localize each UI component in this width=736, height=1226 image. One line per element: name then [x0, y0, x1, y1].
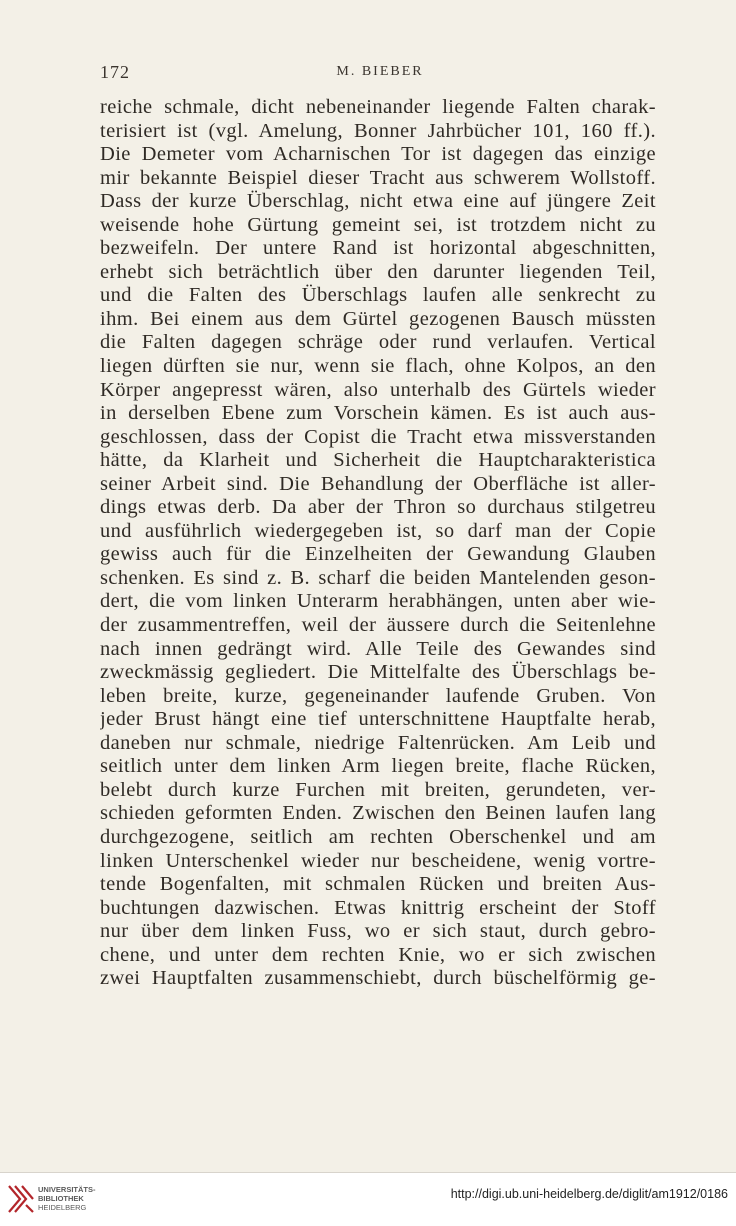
- text-line: tende Bogenfalten, mit schmalen Rücken und breiten Aus-: [100, 873, 656, 896]
- text-line: schenken. Es sind z. B. scharf die beiden Mantelenden geson-: [100, 566, 656, 589]
- permalink-url[interactable]: http://digi.ub.uni-heidelberg.de/diglit/am1912/0186: [450, 1187, 728, 1201]
- page-number: 172: [100, 62, 130, 82]
- text-line: durchgezogene, seitlich am rechten Oberschenkel und am: [100, 825, 656, 848]
- text-line: buchtungen dazwischen. Etwas knittrig erscheint der Stoff: [100, 896, 656, 919]
- text-line: zwei Hauptfalten zusammenschiebt, durch büschelförmig ge-: [100, 967, 656, 990]
- text-line: linken Unterschenkel wieder nur bescheidene, wenig vortre-: [100, 849, 656, 872]
- page-header: [100, 62, 660, 86]
- library-logo-icon: [6, 1183, 36, 1215]
- body-text: [100, 96, 656, 991]
- text-line: die Falten dagegen schräge oder rund verlaufen. Vertical: [100, 331, 656, 354]
- text-line: Körper angepresst wären, also unterhalb des Gürtels wieder: [100, 378, 656, 401]
- running-head: M. BIEBER: [336, 64, 424, 79]
- library-logo-text: [38, 1185, 108, 1212]
- text-line: bezweifeln. Der untere Rand ist horizontal abgeschnitten,: [100, 237, 656, 260]
- text-line: liegen dürften sie nur, wenn sie flach, ohne Kolpos, an den: [100, 355, 656, 378]
- text-line: leben breite, kurze, gegeneinander laufende Gruben. Von: [100, 684, 656, 707]
- logo-line-3: HEIDELBERG: [38, 1203, 87, 1212]
- text-line: der zusammentreffen, weil der äussere durch die Seitenlehne: [100, 614, 656, 637]
- text-line: und die Falten des Überschlags laufen alle senkrecht zu: [100, 284, 656, 307]
- text-line: weisende hohe Gürtung gemeint sei, ist trotzdem nicht zu: [100, 213, 656, 236]
- text-line: dert, die vom linken Unterarm herabhängen, unten aber wie-: [100, 590, 656, 613]
- text-line: ihm. Bei einem aus dem Gürtel gezogenen Bausch müssten: [100, 307, 656, 330]
- text-line: mir bekannte Beispiel dieser Tracht aus schwerem Wollstoff.: [100, 166, 656, 189]
- text-line: dings etwas derb. Da aber der Thron so durchaus stilgetreu: [100, 496, 656, 519]
- text-line: nach innen gedrängt wird. Alle Teile des Gewandes sind: [100, 637, 656, 660]
- text-line: nur über dem linken Fuss, wo er sich staut, durch gebro-: [100, 920, 656, 943]
- text-line: seiner Arbeit sind. Die Behandlung der Oberfläche ist aller-: [100, 472, 656, 495]
- text-line: seitlich unter dem linken Arm liegen breite, flache Rücken,: [100, 755, 656, 778]
- text-line: und ausführlich wiedergegeben ist, so darf man der Copie: [100, 519, 656, 542]
- text-line: gewiss auch für die Einzelheiten der Gewandung Glauben: [100, 543, 656, 566]
- text-line: zweckmässig gegliedert. Die Mittelfalte des Überschlags be-: [100, 661, 656, 684]
- text-line: erhebt sich beträchtlich über den darunter liegenden Teil,: [100, 260, 656, 283]
- library-logo[interactable]: [6, 1181, 106, 1217]
- text-line: reiche schmale, dicht nebeneinander liegende Falten charak-: [100, 96, 656, 118]
- text-line: belebt durch kurze Furchen mit breiten, gerundeten, ver-: [100, 778, 656, 801]
- text-line: chene, und unter dem rechten Knie, wo er sich zwischen: [100, 943, 656, 966]
- text-line: daneben nur schmale, niedrige Faltenrücken. Am Leib und: [100, 731, 656, 754]
- logo-line-2: BIBLIOTHEK: [38, 1194, 84, 1203]
- text-line: geschlossen, dass der Copist die Tracht etwa missverstanden: [100, 425, 656, 448]
- text-line: terisiert ist (vgl. Amelung, Bonner Jahrbücher 101, 160 ff.).: [100, 119, 656, 142]
- text-line: jeder Brust hängt eine tief unterschnittene Hauptfalte herab,: [100, 708, 656, 731]
- viewer-footer: [0, 1172, 736, 1226]
- text-line: in derselben Ebene zum Vorschein kämen. Es ist auch aus-: [100, 402, 656, 425]
- text-line: Die Demeter vom Acharnischen Tor ist dagegen das einzige: [100, 143, 656, 166]
- text-line: hätte, da Klarheit und Sicherheit die Hauptcharakteristica: [100, 449, 656, 472]
- logo-line-1: UNIVERSITÄTS-: [38, 1185, 96, 1194]
- text-line: schieden geformten Enden. Zwischen den Beinen laufen lang: [100, 802, 656, 825]
- text-line: Dass der kurze Überschlag, nicht etwa eine auf jüngere Zeit: [100, 190, 656, 213]
